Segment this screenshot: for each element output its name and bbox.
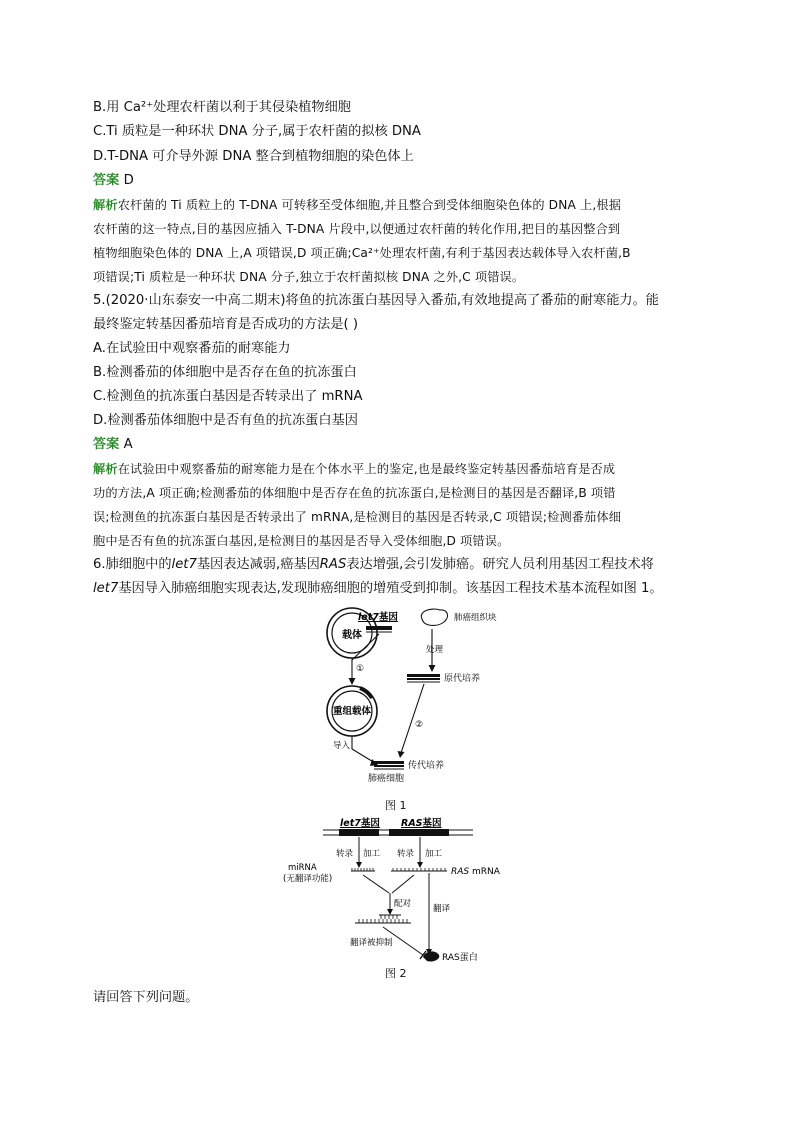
option-b-q4: B.用 Ca²⁺处理农杆菌以利于其侵染植物细胞 [93,100,351,115]
answer-label: 答案 [93,437,120,452]
label-transcribe-2: 转录 [397,849,415,859]
label-ras-protein: RAS蛋白 [442,953,478,963]
question-5-stem-line-2: 最终鉴定转基因番茄培育是否成功的方法是( ) [93,317,359,332]
tissue-block-shape [421,609,447,625]
label-let7-gene: let7基因 [358,612,398,623]
figure-1-caption: 图 1 [385,799,407,812]
option-d-q5: D.检测番茄体细胞中是否有鱼的抗冻蛋白基因 [93,413,358,428]
label-process-2: 加工 [425,849,443,859]
explanation-q4-line-4: 项错误;Ti 质粒是一种环状 DNA 分子,独立于农杆菌拟核 DNA 之外,C 项错误。 [93,270,525,284]
label-translation-inhibited: 翻译被抑制 [350,938,393,948]
dna-strand [323,829,473,836]
label-step-2: ② [415,720,424,730]
label-mirna-note: (无翻译功能) [283,874,333,884]
label-process-1: 加工 [363,849,381,859]
label-subculture: 传代培养 [408,761,445,771]
label-translate: 翻译 [433,904,451,914]
label-import: 导入 [333,741,351,751]
explanation-q4-line-3: 植物细胞染色体的 DNA 上,A 项错误,D 项正确;Ca²⁺处理农杆菌,有利于基因表达载体导入农杆菌,B [93,246,631,260]
question-6-stem-line-1: 6.肺细胞中的let7基因表达减弱,癌基因RAS表达增强,会引发肺癌。研究人员利用基因工程技术将 [93,557,654,572]
explanation-q5-line-4: 胞中是否有鱼的抗冻蛋白基因,是检测目的基因是否导入受体细胞,D 项错误。 [93,534,510,548]
label-ras-gene: RAS基因 [401,818,442,829]
option-a-q5: A.在试验田中观察番茄的耐寒能力 [93,341,291,356]
explanation-q5-line-2: 功的方法,A 项正确;检测番茄的体细胞中是否存在鱼的抗冻蛋白,是检测目的基因是否翻译,B 项错 [93,486,616,500]
label-let7-gene-fig2: let7基因 [340,818,380,829]
figure-2-caption: 图 2 [385,967,407,980]
paired-complex [355,915,411,923]
figure-2-diagram [283,815,523,975]
question-6-prompt: 请回答下列问题。 [93,990,199,1005]
let7-gene [358,611,398,632]
answer-label: 答案 [93,173,120,188]
answer-value: A [123,437,133,452]
label-vector: 载体 [342,630,362,641]
recombinant-vector [327,686,377,736]
ras-mrna-strand [391,868,447,871]
explanation-label: 解析 [93,198,118,212]
label-recombinant-vector: 重组载体 [332,706,372,717]
explanation-q5-line-1: 解析在试验田中观察番茄的耐寒能力是在个体水平上的鉴定,也是最终鉴定转基因番茄培育是否成 [93,462,616,476]
mirna-strand [351,868,375,871]
label-lung-cancer-cells: 肺癌细胞 [368,774,405,784]
label-transcribe-1: 转录 [336,849,354,859]
label-primary-culture: 原代培养 [444,674,481,684]
explanation-q4-line-2: 农杆菌的这一特点,目的基因应插入 T-DNA 片段中,以便通过农杆菌的转化作用,把目的基因整合到 [93,222,621,236]
answer-value: D [123,173,134,188]
option-b-q5: B.检测番茄的体细胞中是否存在鱼的抗冻蛋白 [93,365,357,380]
label-process: 处理 [426,645,444,655]
explanation-label: 解析 [93,462,118,476]
label-step-1: ① [356,664,365,674]
answer-q4 [93,172,134,190]
label-pairing: 配对 [394,899,412,909]
answer-q5 [93,436,133,454]
option-c-q5: C.检测鱼的抗冻蛋白基因是否转录出了 mRNA [93,389,363,404]
label-mirna: miRNA [288,863,317,873]
option-d-q4: D.T-DNA 可介导外源 DNA 整合到植物细胞的染色体上 [93,149,414,164]
option-c-q4: C.Ti 质粒是一种环状 DNA 分子,属于农杆菌的拟核 DNA [93,124,421,139]
explanation-q4-line-1: 解析农杆菌的 Ti 质粒上的 T-DNA 可转移至受体细胞,并且整合到受体细胞染色体的 DNA 上,根据 [93,198,622,212]
question-6-stem-line-2: let7基因导入肺癌细胞实现表达,发现肺癌细胞的增殖受到抑制。该基因工程技术基本流程如图 1。 [93,581,663,596]
question-5-stem-line-1: 5.(2020·山东泰安一中高二期末)将鱼的抗冻蛋白基因导入番茄,有效地提高了番茄的耐寒能力。能 [93,293,659,308]
label-ras-mrna: RAS mRNA [451,867,500,877]
explanation-q5-line-3: 误;检测鱼的抗冻蛋白基因是否转录出了 mRNA,是检测目的基因是否转录,C 项错误;检测番茄体细 [93,510,622,524]
label-tissue: 肺癌组织块 [454,613,497,623]
figure-1-diagram [290,605,497,815]
